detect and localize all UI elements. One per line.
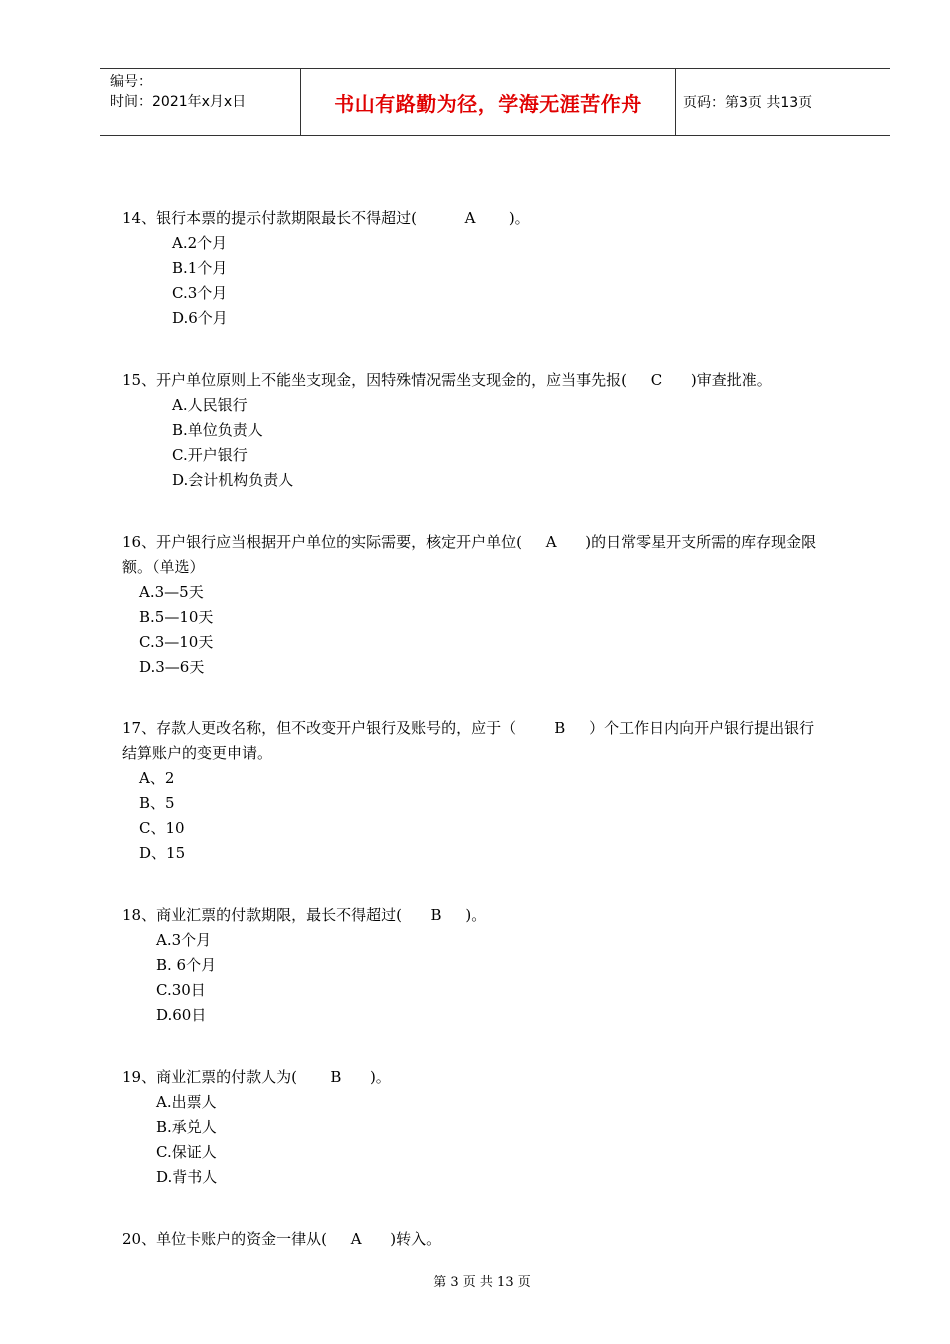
header-page-number: 页码：第3页 共13页	[683, 95, 813, 111]
question-stem-continued: 结算账户的变更申请。	[122, 744, 273, 762]
option-d: D.6个月	[172, 309, 228, 327]
option-b: B.单位负责人	[172, 421, 263, 439]
document-code-label: 编号：	[110, 74, 152, 90]
header-info-cell	[100, 69, 300, 135]
question-15	[122, 368, 772, 493]
document-time-label: 时间：2021年x月x日	[110, 94, 247, 110]
option-c: C.30日	[156, 981, 206, 999]
question-14	[122, 206, 530, 331]
header-motto: 书山有路勤为径，学海无涯苦作舟	[334, 91, 642, 116]
question-stem-continued: 额。（单选）	[122, 558, 205, 576]
header-motto-cell	[300, 69, 676, 135]
question-stem: 14、银行本票的提示付款期限最长不得超过( A )。	[122, 209, 530, 227]
option-c: C.3—10天	[139, 633, 214, 651]
option-d: D、15	[139, 844, 186, 862]
question-stem: 16、开户银行应当根据开户单位的实际需要，核定开户单位( A )的日常零星开支所需的库存现金限	[122, 533, 817, 551]
question-stem: 18、商业汇票的付款期限，最长不得超过( B )。	[122, 906, 487, 924]
option-c: C.3个月	[172, 284, 228, 302]
option-a: A.3个月	[156, 931, 212, 949]
question-19	[122, 1065, 391, 1190]
option-a: A.人民银行	[172, 396, 248, 414]
option-a: A.2个月	[172, 234, 228, 252]
option-b: B.5—10天	[139, 608, 214, 626]
question-stem: 19、商业汇票的付款人为( B )。	[122, 1068, 391, 1086]
option-d: D.会计机构负责人	[172, 471, 294, 489]
option-c: C.开户银行	[172, 446, 248, 464]
question-stem: 15、开户单位原则上不能坐支现金，因特殊情况需坐支现金的，应当事先报( C )审查批准。	[122, 371, 772, 389]
option-d: D.3—6天	[139, 658, 205, 676]
question-stem: 17、存款人更改名称，但不改变开户银行及账号的，应于（ B ）个工作日内向开户银行提出银行	[122, 719, 815, 737]
question-18	[122, 903, 486, 1028]
option-d: D.60日	[156, 1006, 207, 1024]
question-20	[122, 1227, 441, 1252]
question-stem: 20、单位卡账户的资金一律从( A )转入。	[122, 1230, 442, 1248]
question-17	[122, 716, 814, 866]
option-c: C.保证人	[156, 1143, 217, 1161]
option-b: B.1个月	[172, 259, 228, 277]
option-a: A.3—5天	[139, 583, 204, 601]
page-header	[100, 68, 890, 136]
option-b: B. 6个月	[156, 956, 217, 974]
option-b: B、5	[139, 794, 175, 812]
option-d: D.背书人	[156, 1168, 218, 1186]
option-c: C、10	[139, 819, 185, 837]
option-a: A、2	[139, 769, 175, 787]
question-16	[122, 530, 816, 680]
option-b: B.承兑人	[156, 1118, 217, 1136]
option-a: A.出票人	[156, 1093, 217, 1111]
page-footer: 第 3 页 共 13 页	[433, 1275, 531, 1290]
header-page-cell	[675, 69, 890, 135]
